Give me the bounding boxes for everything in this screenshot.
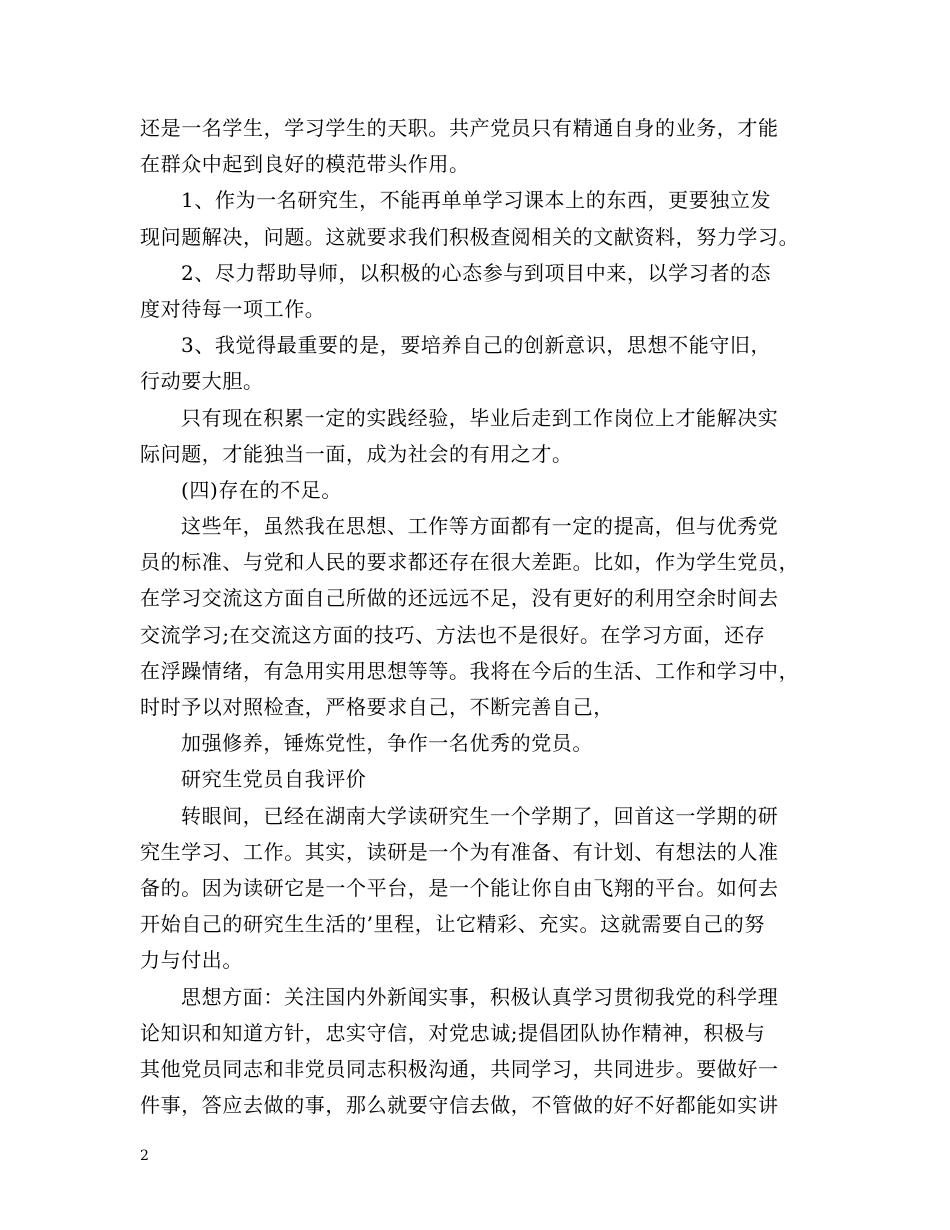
text-line: 度对待每一项工作。	[140, 296, 326, 321]
text-line: 交流学习;在交流这方面的技巧、方法也不是很好。在学习方面，还存	[140, 622, 766, 647]
text-line: 2、尽力帮助导师，以积极的心态参与到项目中来，以学习者的态	[181, 260, 772, 285]
text-line: 现问题解决，问题。这就要求我们积极查阅相关的文献资料，努力学习。	[140, 224, 800, 249]
text-line: 行动要大胆。	[140, 369, 264, 394]
text-line: 论知识和知道方针，忠实守信，对党忠诚;提倡团队协作精神，积极与	[140, 1020, 766, 1045]
text-line: 这些年，虽然我在思想、工作等方面都有一定的提高，但与优秀党	[181, 514, 779, 539]
text-line: 只有现在积累一定的实践经验，毕业后走到工作岗位上才能解决实	[181, 405, 779, 430]
text-line: (四)存在的不足。	[181, 477, 343, 502]
text-line: 开始自己的研究生生活的’里程，让它精彩、充实。这就需要自己的努	[140, 912, 765, 937]
text-line: 在浮躁情绪，有急用实用思想等等。我将在今后的生活、工作和学习中，	[140, 658, 800, 683]
text-line: 际问题，才能独当一面，成为社会的有用之才。	[140, 441, 573, 466]
text-line: 在群众中起到良好的模范带头作用。	[140, 152, 470, 177]
text-line: 1、作为一名研究生，不能再单单学习课本上的东西，更要独立发	[181, 188, 772, 213]
text-line: 还是一名学生，学习学生的天职。共产党员只有精通自身的业务，才能	[140, 116, 779, 140]
text-line: 思想方面：关注国内外新闻实事，积极认真学习贯彻我党的科学理	[181, 984, 779, 1009]
text-line: 时时予以对照检查，严格要求自己，不断完善自己，	[140, 695, 614, 719]
text-line: 力与付出。	[140, 948, 243, 973]
document-body	[140, 110, 830, 1123]
text-line: 转眼间，已经在湖南大学读研究生一个学期了，回首这一学期的研	[181, 803, 779, 828]
text-line: 备的。因为读研它是一个平台，是一个能让你自由飞翔的平台。如何去	[140, 875, 779, 900]
text-line: 研究生党员自我评价	[181, 767, 367, 792]
text-line: 件事，答应去做的事，那么就要守信去做，不管做的好不好都能如实讲	[140, 1093, 779, 1118]
text-line: 员的标准、与党和人民的要求都还存在很大差距。比如，作为学生党员，	[140, 550, 800, 575]
text-line: 其他党员同志和非党员同志积极沟通，共同学习，共同进步。要做好一	[140, 1056, 779, 1081]
text-line: 在学习交流这方面自己所做的还远远不足，没有更好的利用空余时间去	[140, 586, 779, 611]
page-number: 2	[140, 1148, 149, 1164]
text-line: 究生学习、工作。其实，读研是一个为有准备、有计划、有想法的人准	[140, 839, 779, 864]
text-line: 加强修养，锤炼党性，争作一名优秀的党员。	[181, 731, 593, 756]
text-line: 3、我觉得最重要的是，要培养自己的创新意识，思想不能守旧，	[181, 333, 772, 358]
